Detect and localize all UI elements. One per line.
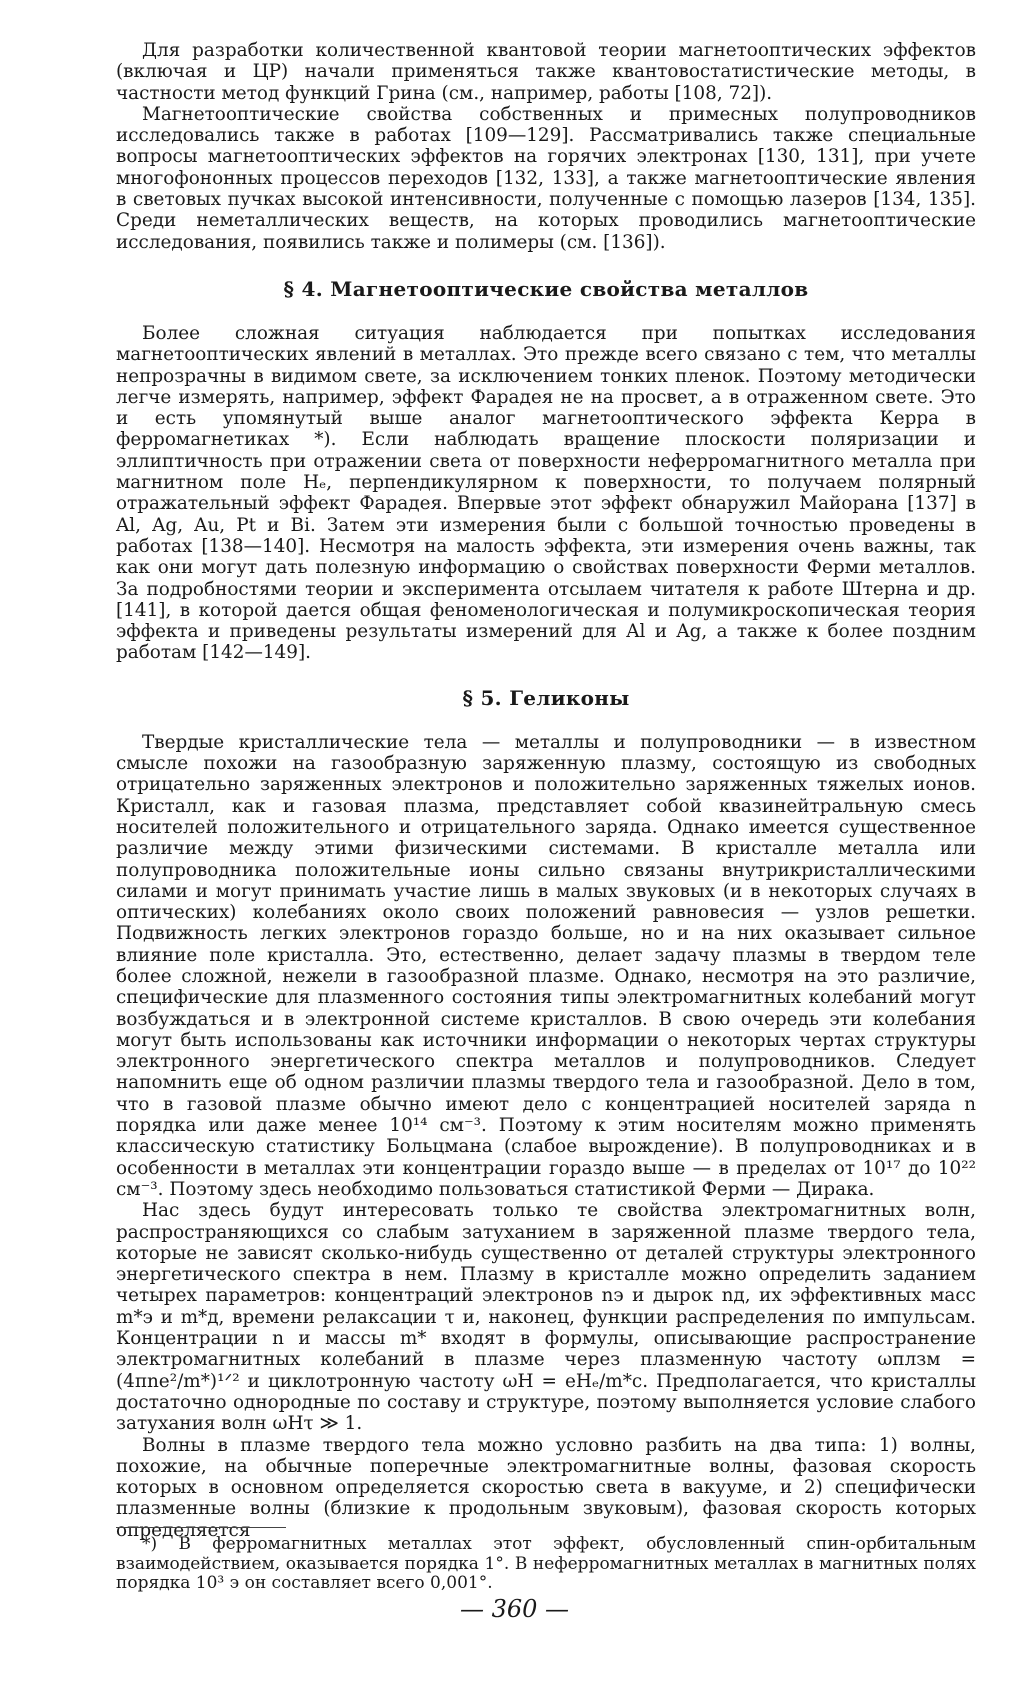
section-heading: § 5. Геликоны: [462, 685, 630, 710]
paragraph: Магнетооптические свойства собственных и примесных полупроводников исследовались также в работах [109—129]. Рассматривались также специальные вопросы магнетооптических эффектов на горячих электронах [130, 131], при учете многофононных процессов переходов [132, 133], а также магнетооптические явления в световых пучках высокой интенсивности, полученные с помощью лазеров [134, 135]. Среди неметаллических веществ, на которых проводились магнетооптические исследования, появились также и полимеры (см. [136]).: [116, 103, 976, 253]
footnote: *) В ферромагнитных металлах этот эффект, обусловленный спин-орбитальным взаимодействием, оказывается порядка 1°. В неферромагнитных металлах в магнитных полях порядка 10³ э он составляет всего 0,001°.: [116, 1534, 976, 1593]
paragraph: Волны в плазме твердого тела можно условно разбить на два типа: 1) волны, похожие, на обычные поперечные электромагнитные волны, фазовая скорость которых в основном определяется скоростью света в вакууме, и 2) специфически плазменные волны (близкие к продольным звуковым), фазовая скорость которых определяется: [116, 1434, 976, 1541]
paragraph: Твердые кристаллические тела — металлы и полупроводники — в известном смысле похожи на газообразную заряженную плазму, состоящую из свободных отрицательно заряженных электронов и положительно заряженных тяжелых ионов. Кристалл, как и газовая плазма, представляет собой квазинейтральную смесь носителей положительного и отрицательного заряда. Однако имеется существенное различие между этими физическими системами. В кристалле металла или полупроводника положительные ионы сильно связаны внутрикристаллическими силами и могут принимать участие лишь в малых звуковых (и в некоторых случаях в оптических) колебаниях около своих положений равновесия — узлов решетки. Подвижность легких электронов гораздо больше, но и на них оказывает сильное влияние поле кристалла. Это, естественно, делает задачу плазмы в твердом теле более сложной, нежели в газообразной плазме. Однако, несмотря на это различие, специфические для плазменного состояния типы электромагнитных колебаний могут возбуждаться и в электронной системе кристаллов. В свою очередь эти колебания могут быть использованы как источники информации о некоторых чертах структуры электронного энергетического спектра металлов и полупроводников. Следует напомнить еще об одном различии плазмы твердого тела и газообразной. Дело в том, что в газовой плазме обычно имеют дело с концентрацией носителей заряда n порядка или даже менее 10¹⁴ см⁻³. Поэтому к этим носителям можно применять классическую статистику Больцмана (слабое вырождение). В полупроводниках и в особенности в металлах эти концентрации гораздо выше — в пределах от 10¹⁷ до 10²² см⁻³. Поэтому здесь необходимо пользоваться статистикой Ферми — Дирака.: [116, 731, 976, 1200]
paragraph: Для разработки количественной квантовой теории магнетооптических эффектов (включая и ЦР) начали применяться также квантовостатистические методы, в частности метод функций Грина (см., например, работы [108, 72]).: [116, 40, 976, 104]
footnote-divider: [116, 1527, 286, 1528]
paragraph: Более сложная ситуация наблюдается при попытках исследования магнетооптических явлений в металлах. Это прежде всего связано с тем, что металлы непрозрачны в видимом свете, за исключением тонких пленок. Поэтому методически легче измерять, например, эффект Фарадея не на просвет, а в отраженном свете. Это и есть упомянутый выше аналог магнетооптического эффекта Керра в ферромагнетиках *). Если наблюдать вращение плоскости поляризации и эллиптичность при отражении света от поверхности неферромагнитного металла при магнитном поле Hₑ, перпендикулярном к поверхности, то получаем полярный отражательный эффект Фарадея. Впервые этот эффект обнаружил Майорана [137] в Al, Ag, Au, Pt и Bi. Затем эти измерения были с большой точностью проведены в работах [138—140]. Несмотря на малость эффекта, эти измерения очень важны, так как они могут дать полезную информацию о свойствах поверхности Ферми металлов. За подробностями теории и эксперимента отсылаем читателя к работе Штерна и др. [141], в которой дается общая феноменологическая и полумикроскопическая теория эффекта и приведены результаты измерений для Al и Ag, а также к более поздним работам [142—149].: [116, 322, 976, 664]
page-body: [116, 40, 976, 1541]
page-number: — 360 —: [459, 1595, 570, 1623]
paragraph: Нас здесь будут интересовать только те свойства электромагнитных волн, распространяющихся со слабым затуханием в заряженной плазме твердого тела, которые не зависят сколько-нибудь существенно от деталей структуры электронного энергетического спектра в нем. Плазму в кристалле можно определить заданием четырех параметров: концентраций электронов nэ и дырок nд, их эффективных масс m*э и m*д, времени релаксации τ и, наконец, функции распределения по импульсам. Концентрации n и массы m* входят в формулы, описывающие распространение электромагнитных колебаний в плазме через плазменную частоту ωплзм = (4πne²/m*)¹ᐟ² и циклотронную частоту ωH = eHₑ/m*c. Предполагается, что кристаллы достаточно однородные по составу и структуре, поэтому выполняется условие слабого затухания волн ωHτ ≫ 1.: [116, 1200, 976, 1435]
section-heading: § 4. Магнетооптические свойства металлов: [283, 276, 809, 301]
